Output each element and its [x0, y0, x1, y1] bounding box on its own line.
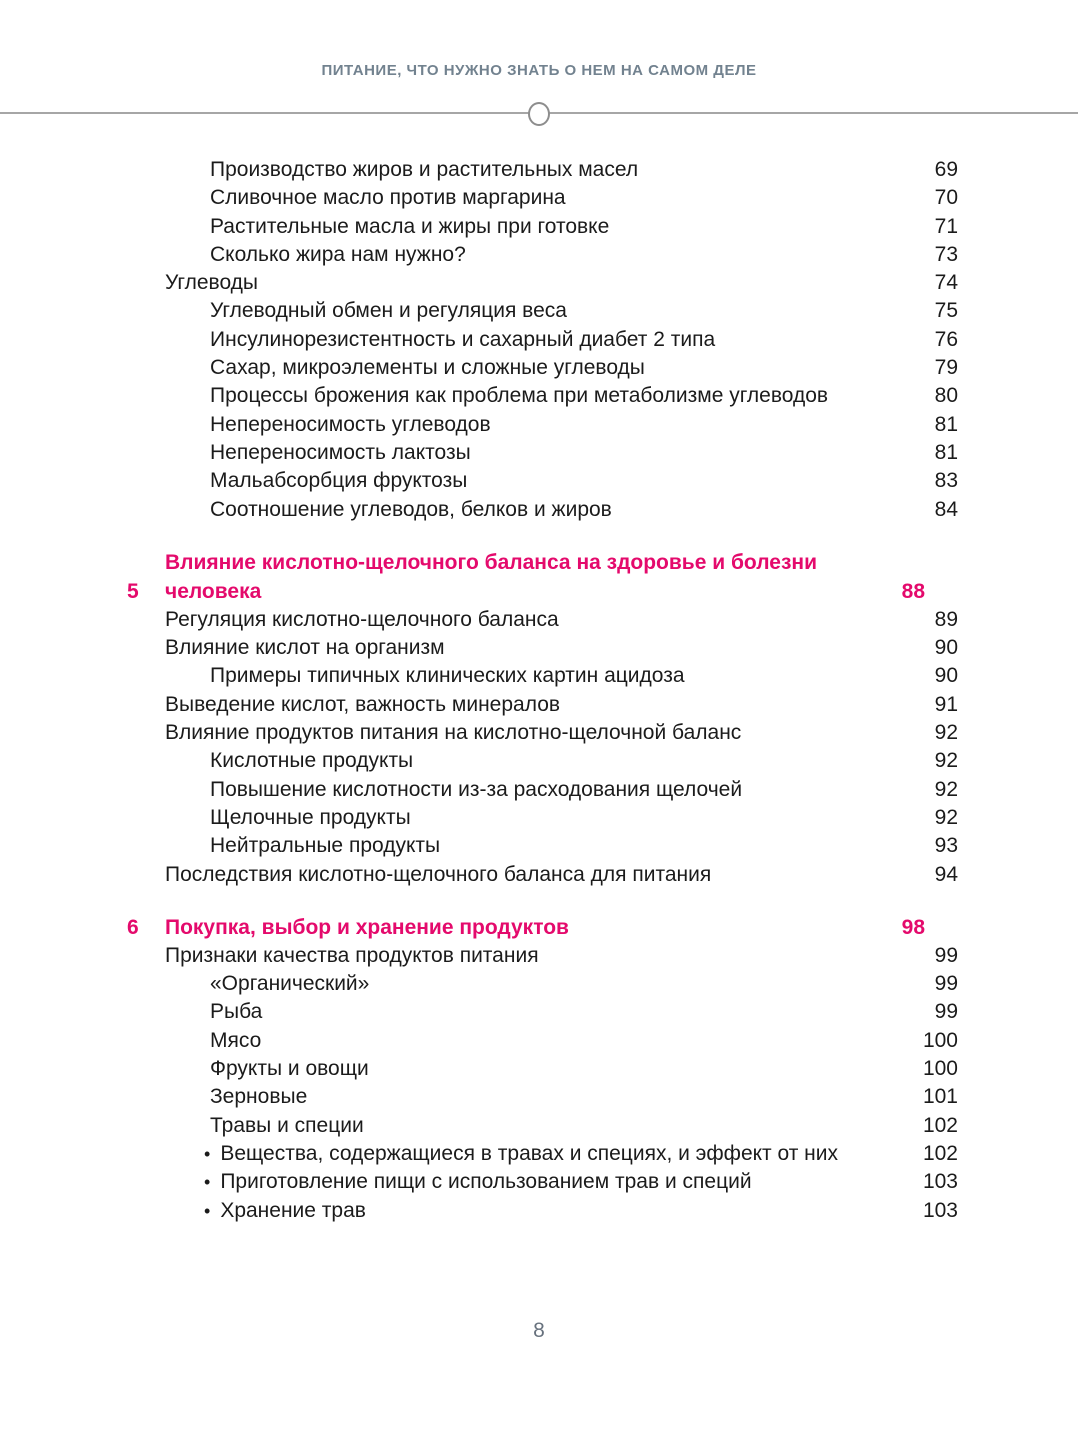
toc-entry-row — [127, 496, 958, 524]
toc-entry-title: Влияние кислот на организм — [165, 636, 445, 660]
toc-entry-page: 91 — [934, 692, 958, 716]
toc-entry-title: Зерновые — [210, 1085, 308, 1109]
toc-entry-row — [127, 156, 958, 184]
toc-entry-title: Покупка, выбор и хранение продуктов — [165, 915, 569, 939]
toc-entry-row — [127, 467, 958, 495]
toc-entry-title: Сколько жира нам нужно? — [210, 242, 466, 266]
toc-entry-page: 73 — [934, 242, 958, 266]
toc-entry-row — [127, 184, 958, 212]
toc-entry-row — [127, 1055, 958, 1083]
toc-entry-title: Выведение кислот, важность минералов — [165, 692, 561, 716]
toc-entry-row — [127, 998, 958, 1026]
toc-entry-title: Углеводы — [165, 271, 259, 295]
running-header: ПИТАНИЕ, ЧТО НУЖНО ЗНАТЬ О НЕМ НА САМОМ ДЕЛЕ — [321, 62, 757, 79]
toc-entry-title: Влияние кислотно-щелочного баланса на здоровье и болезни человека — [165, 550, 818, 603]
toc-entry-page: 99 — [934, 972, 958, 996]
bullet-icon: • — [204, 1200, 211, 1221]
toc-entry-title: Соотношение углеводов, белков и жиров — [210, 497, 612, 521]
toc-entry-page: 71 — [934, 214, 958, 238]
toc-entry-row — [127, 662, 958, 690]
toc-entry-page: 79 — [934, 356, 958, 380]
toc-entry-page: 100 — [922, 1028, 958, 1052]
toc-entry-page: 92 — [934, 749, 958, 773]
toc-entry-row — [127, 1168, 958, 1196]
toc-entry-page: 83 — [934, 469, 958, 493]
toc-entry-page: 103 — [922, 1170, 958, 1194]
toc-entry-title: Регуляция кислотно-щелочного баланса — [165, 607, 559, 631]
toc-entry-title: Травы и специи — [210, 1113, 364, 1137]
toc-entry-page: 99 — [934, 943, 958, 967]
toc-entry-row — [127, 719, 958, 747]
toc-entry-row — [127, 269, 958, 297]
toc-entry-row — [127, 1140, 958, 1168]
toc-entry-row — [127, 942, 958, 970]
toc-entry-title: «Органический» — [210, 972, 370, 996]
toc-entry-title: Непереносимость лактозы — [210, 440, 471, 464]
toc-entry-title: Рыба — [210, 1000, 263, 1024]
toc-entry-row — [127, 411, 958, 439]
toc-entry-page: 70 — [934, 186, 958, 210]
toc-entry-page: 90 — [934, 664, 958, 688]
toc-entry-title: Растительные масла и жиры при готовке — [210, 214, 610, 238]
toc-entry-title: Мальабсорбция фруктозы — [210, 469, 468, 493]
toc-entry-row — [127, 354, 958, 382]
toc-entry-page: 81 — [934, 440, 958, 464]
toc-chapter-row — [127, 913, 958, 942]
toc-entry-title: Инсулинорезистентность и сахарный диабет 2 типа — [210, 327, 716, 351]
toc-entry-title: Влияние продуктов питания на кислотно-щелочной баланс — [165, 721, 742, 745]
toc-entry-page: 94 — [934, 862, 958, 886]
toc-entry-row — [127, 1197, 958, 1225]
toc-entry-title: Процессы брожения как проблема при метаболизме углеводов — [210, 384, 829, 408]
toc-entry-title: Непереносимость углеводов — [210, 412, 491, 436]
toc-entry-row — [127, 382, 958, 410]
toc-entry-title: Щелочные продукты — [210, 805, 411, 829]
toc-entry-title: • Хранение трав — [204, 1198, 366, 1222]
chapter-number: 6 — [127, 915, 139, 939]
toc-list — [127, 156, 958, 1225]
divider — [0, 101, 1078, 125]
toc-entry-title: Кислотные продукты — [210, 749, 414, 773]
toc-entry-title: Последствия кислотно-щелочного баланса для питания — [165, 862, 712, 886]
toc-entry-page: 92 — [934, 777, 958, 801]
toc-entry-row — [127, 1083, 958, 1111]
toc-entry-page: 101 — [922, 1085, 958, 1109]
toc-entry-row — [127, 634, 958, 662]
toc-entry-row — [127, 439, 958, 467]
toc-entry-page: 92 — [934, 721, 958, 745]
toc-entry-title: Примеры типичных клинических картин ацидоза — [210, 664, 685, 688]
toc-entry-title: Нейтральные продукты — [210, 834, 441, 858]
toc-entry-row — [127, 297, 958, 325]
toc-entry-page: 69 — [934, 158, 958, 181]
toc-entry-page: 93 — [934, 834, 958, 858]
toc-entry-row — [127, 241, 958, 269]
toc-entry-page: 88 — [901, 579, 925, 603]
chapter-number: 5 — [127, 579, 139, 603]
toc-entry-row — [127, 691, 958, 719]
toc-entry-page: 102 — [922, 1113, 958, 1137]
toc-entry-title: Признаки качества продуктов питания — [165, 943, 539, 967]
toc-entry-title: Фрукты и овощи — [210, 1057, 369, 1081]
toc-entry-title: Мясо — [210, 1028, 262, 1052]
toc-entry-page: 98 — [901, 915, 925, 939]
toc-entry-title: Углеводный обмен и регуляция веса — [210, 299, 567, 323]
bullet-icon: • — [204, 1143, 211, 1164]
toc-entry-title: • Вещества, содержащиеся в травах и специях, и эффект от них — [204, 1141, 838, 1165]
toc-entry-page: 90 — [934, 636, 958, 660]
toc-entry-title: Повышение кислотности из-за расходования щелочей — [210, 777, 743, 801]
toc-entry-row — [127, 326, 958, 354]
toc-entry-page: 80 — [934, 384, 958, 408]
toc-entry-title: Производство жиров и растительных масел — [210, 158, 639, 181]
toc-entry-row — [127, 832, 958, 860]
toc-entry-page: 84 — [934, 497, 958, 521]
toc-entry-row — [127, 776, 958, 804]
toc-entry-row — [127, 970, 958, 998]
toc-entry-page: 102 — [922, 1141, 958, 1165]
toc-entry-title: Сахар, микроэлементы и сложные углеводы — [210, 356, 645, 380]
toc-entry-row — [127, 804, 958, 832]
toc-entry-title: • Приготовление пищи с использованием трав и специй — [204, 1170, 752, 1194]
toc-entry-page: 75 — [934, 299, 958, 323]
toc-entry-page: 100 — [922, 1057, 958, 1081]
toc-entry-row — [127, 606, 958, 634]
toc-entry-row — [127, 861, 958, 889]
toc-entry-page: 74 — [934, 271, 958, 295]
divider-circle-ornament-icon — [528, 102, 550, 126]
toc-entry-page: 76 — [934, 327, 958, 351]
toc-entry-row — [127, 1027, 958, 1055]
toc-entry-page: 89 — [934, 607, 958, 631]
toc-entry-title: Сливочное масло против маргарина — [210, 186, 566, 210]
toc-entry-page: 99 — [934, 1000, 958, 1024]
page-number: 8 — [533, 1319, 545, 1342]
toc-entry-page: 81 — [934, 412, 958, 436]
toc-entry-page: 103 — [922, 1198, 958, 1222]
toc-entry-row — [127, 1112, 958, 1140]
toc-entry-row — [127, 213, 958, 241]
toc-entry-page: 92 — [934, 805, 958, 829]
toc-chapter-row — [127, 548, 958, 606]
bullet-icon: • — [204, 1172, 211, 1193]
toc-entry-row — [127, 747, 958, 775]
